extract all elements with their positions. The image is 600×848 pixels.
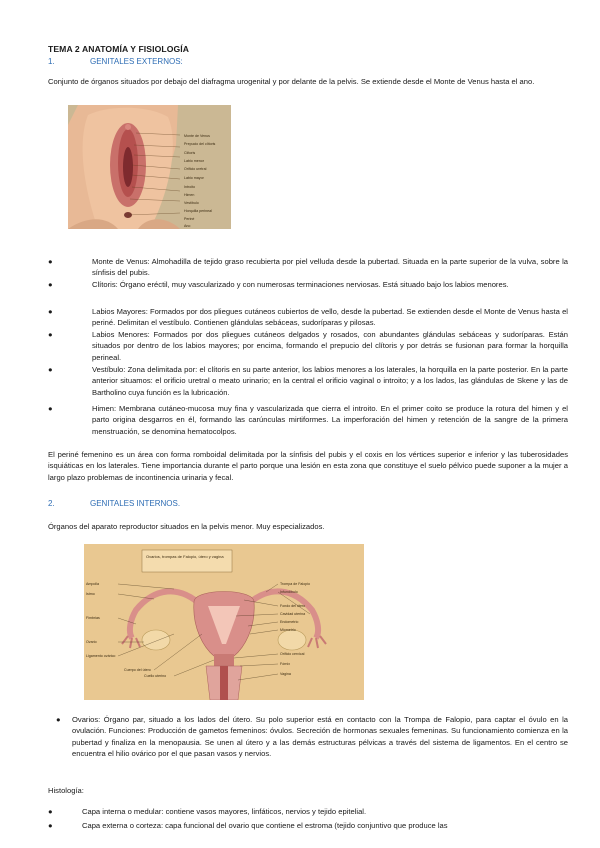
fig2-label: Cuerpo del útero xyxy=(124,668,151,672)
fig2-label: Trompa de Falopio xyxy=(280,582,311,586)
item-term: Vestíbulo xyxy=(92,365,124,374)
item-term: Ovarios xyxy=(72,715,99,724)
list-item xyxy=(48,279,568,290)
item-term: Capa externa o corteza xyxy=(82,821,161,830)
item-term: Clítoris xyxy=(92,280,116,289)
section-label: GENITALES EXTERNOS: xyxy=(90,57,183,66)
list-item xyxy=(48,364,568,398)
item-term: Labios Mayores xyxy=(92,307,146,316)
fig2-label: Fondo del útero xyxy=(280,604,306,608)
fig2-label: Cuello uterino xyxy=(144,674,167,678)
fig2-label: Ligamento ovárico xyxy=(86,654,116,658)
bullet-dot-icon: ● xyxy=(48,257,53,266)
fig2-label: Ampolla xyxy=(86,582,99,586)
list-item xyxy=(48,329,568,363)
fig2-label: Endometrio xyxy=(280,620,299,624)
section-heading-internal xyxy=(48,499,180,508)
fig2-caption: Ovarios, trompas de Falopio, útero y vagina xyxy=(146,554,224,559)
fig1-label: Labio menor xyxy=(184,159,204,163)
list-item xyxy=(48,306,568,329)
fig1-label: Ano xyxy=(184,224,191,228)
fig1-label: Vestíbulo xyxy=(184,201,199,205)
bullet-dot-icon: ● xyxy=(48,365,53,374)
item-text: : Almohadilla de tejido graso recubierta por piel velluda desde la pubertad. Situada en la parte superior de la vulva, sobre la sínfisis del pubis. xyxy=(92,257,568,278)
fig1-label: Horquilla perineal xyxy=(184,209,212,213)
item-text: : Zona delimitada por: el clítoris en su parte anterior, los labios menores a los laterales, la horquilla en la parte posterior. En la parte anterior situamos: el orificio uretral o meato urinario; en la central el orificio vaginal o introito; y a los lados, las glándulas de Skene y las de Bartholino cuya función es la lubricación. xyxy=(92,365,568,397)
bullet-dot-icon: ● xyxy=(48,307,53,316)
histology-title: Histología: xyxy=(48,786,84,795)
external-genitalia-figure xyxy=(68,105,231,229)
bullet-dot-icon: ● xyxy=(48,280,53,289)
item-text: : Órgano eréctil, muy vascularizado y con numerosas terminaciones nerviosas. Está situado bajo los labios menores. xyxy=(115,280,509,289)
fig2-label: Ovario xyxy=(86,640,97,644)
list-item xyxy=(48,256,568,279)
item-text: : contiene vasos mayores, linfáticos, nervios y tejido epitelial. xyxy=(161,807,367,816)
fig2-label: Orificio cervical xyxy=(280,652,305,656)
bullet-dot-icon: ● xyxy=(48,807,53,816)
fig2-label: Vagina xyxy=(280,672,291,676)
external-intro: Conjunto de órganos situados por debajo del diafragma urogenital y por delante de la pelvis. Se extiende desde el Monte de Venus hasta el ano. xyxy=(48,77,535,86)
fig1-label: Orificio uretral xyxy=(184,167,207,171)
section-label: GENITALES INTERNOS. xyxy=(90,499,181,508)
item-text: : Órgano par, situado a los lados del útero. Su polo superior está en contacto con la Trompa de Falopio, para captar el óvulo en la ovulación. Funciones: Producción de gametos femeninos: óvulos. Secreción de hormonas sexuales femeninas. Su funcionamiento comienza en la pubertad y finaliza en la menopausia. Se unen al útero y a las demás estructuras pélvicas a través del sistema de ligamentos. En el centro se encuentra el hilio ovárico por el que pasan vasos y nervios. xyxy=(72,715,568,759)
fig2-label: Cavidad uterina xyxy=(280,612,306,616)
fig2-label: Fórnix xyxy=(280,662,290,666)
list-item xyxy=(48,403,568,437)
section-heading-external xyxy=(48,57,183,66)
internal-intro: Órganos del aparato reproductor situados en la pelvis menor. Muy especializados. xyxy=(48,522,325,531)
item-term: Monte de Venus xyxy=(92,257,148,266)
fig2-label: Miometrio xyxy=(280,628,296,632)
fig1-label: Introito xyxy=(184,185,195,189)
list-item xyxy=(48,806,568,817)
fig1-label: Clítoris xyxy=(184,151,196,155)
bullet-dot-icon: ● xyxy=(48,330,53,339)
item-term: Capa interna o medular xyxy=(82,807,162,816)
bullet-dot-icon: ● xyxy=(48,404,53,413)
item-term: Labios Menores xyxy=(92,330,148,339)
list-item xyxy=(56,714,568,760)
item-text: : capa funcional del ovario que contiene el estroma (tejido conjuntivo que produce las xyxy=(160,821,448,830)
fig1-label: Labio mayor xyxy=(184,176,204,180)
document-title: TEMA 2 ANATOMÍA Y FISIOLOGÍA xyxy=(48,44,190,54)
section-number: 1. xyxy=(48,57,55,66)
bullet-dot-icon: ● xyxy=(56,715,61,724)
perine-paragraph: El periné femenino es un área con forma romboidal delimitada por la sínfisis del pubis y el coxis en los vértices superior e inferior y las tuberosidades isquiáticas en los laterales. Tiene importancia durante el parto porque una lesión en esta zona que constituye el suelo pélvico puede suponer a la mujer a largo plazo problemas de incontinencia urinaria y fecal. xyxy=(48,450,568,482)
fig1-label: Prepucio del clítoris xyxy=(184,142,216,146)
item-text: : Formados por dos pliegues cutáneos cubiertos de vello, desde la pubertad. Se extienden desde el Monte de Venus hasta el periné. Delimitan el vestíbulo. Contienen glándulas sebáceas, sudoríparas y pilosas. xyxy=(92,307,568,328)
fig2-label: Fimbrias xyxy=(86,616,100,620)
fig1-label: Periné xyxy=(184,217,195,221)
internal-genitalia-illustration xyxy=(84,544,364,700)
list-item xyxy=(48,820,568,831)
fig2-label: Infundíbulo xyxy=(280,590,298,594)
fig2-label: Istmo xyxy=(86,592,95,596)
item-text: : Formados por dos pliegues cutáneos delgados y rosados, con abundantes glándulas sebáceas y sudoríparas. Están situados por dentro de los labios mayores; por encima, formando el prepucio del clítoris y por detrás se fusionan para formar la horquilla perineal. xyxy=(92,330,568,362)
fig1-label: Himen xyxy=(184,193,195,197)
item-text: : Membrana cutáneo-mucosa muy fina y vascularizada que cierra el introito. En el primer coito se produce la rotura del himen y el parto origina desgarros en él, formando las carúnculas mirtiformes. La imperforación del himen y retención de la sangre de la primera menstruación, se denomina hematocolpos. xyxy=(92,404,568,436)
item-term: Himen xyxy=(92,404,114,413)
section-number: 2. xyxy=(48,499,55,508)
internal-genitalia-figure xyxy=(84,544,364,700)
bullet-dot-icon: ● xyxy=(48,821,53,830)
fig1-label: Monte de Venus xyxy=(184,134,210,138)
